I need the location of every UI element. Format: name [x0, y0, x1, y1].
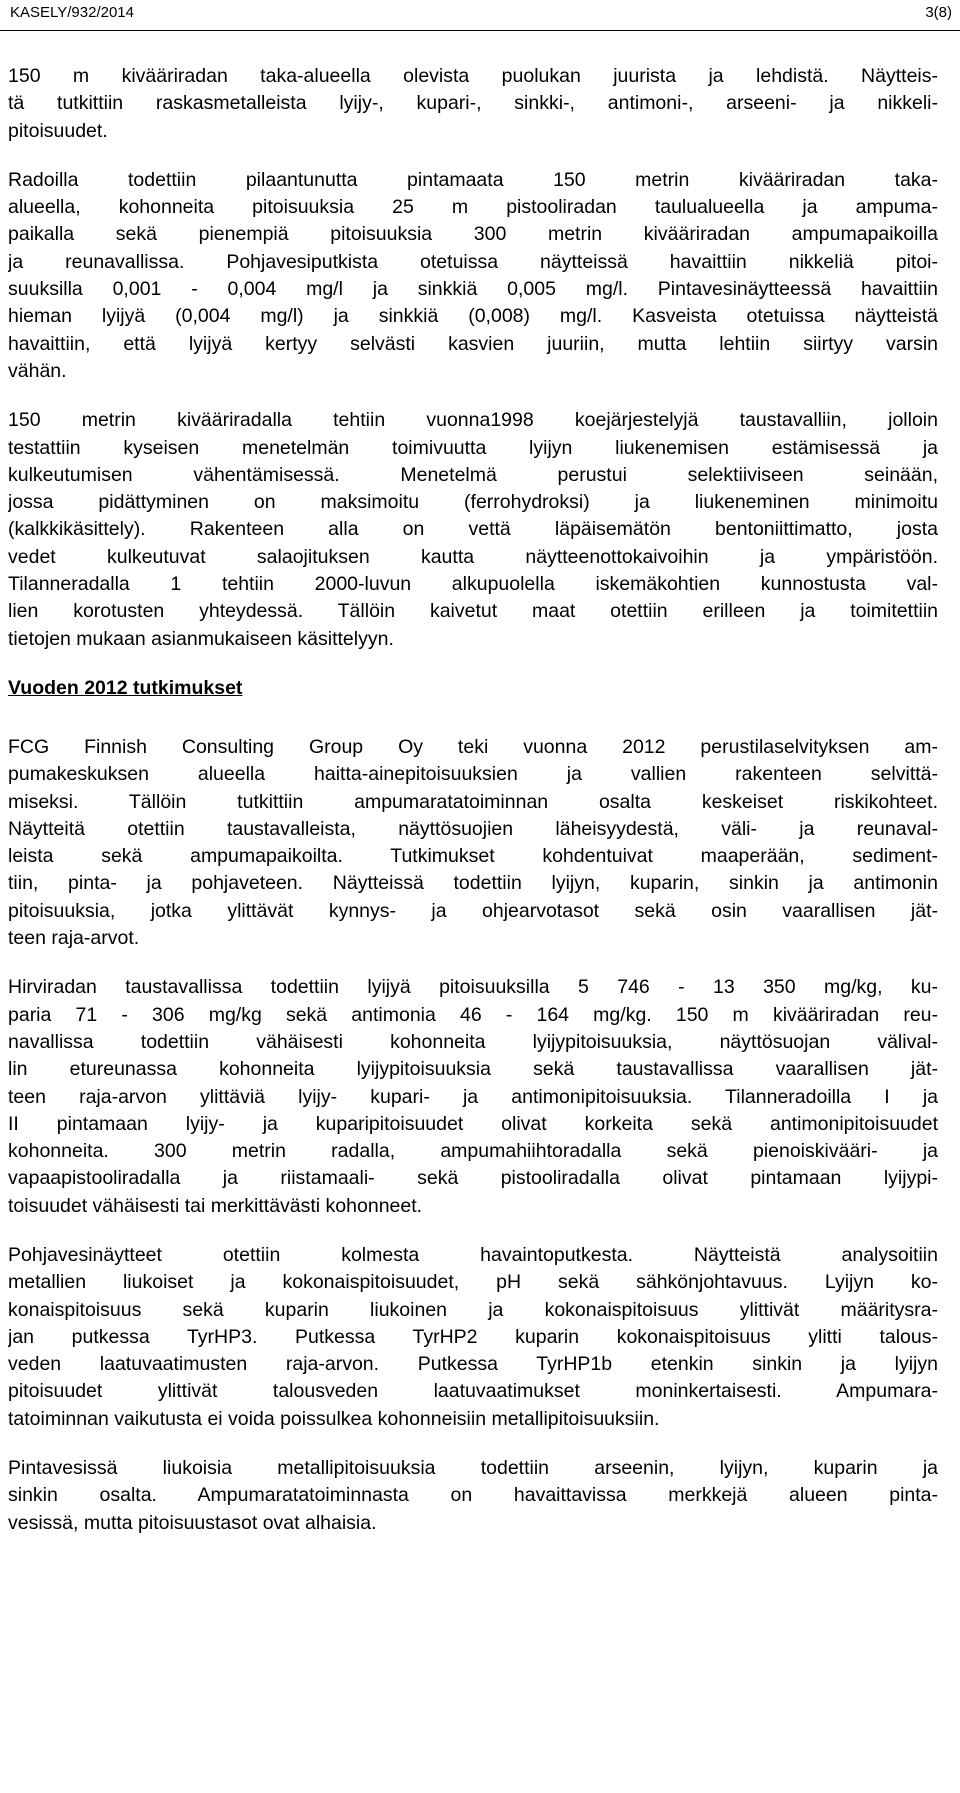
text-line: Näytteitä otettiin taustavalleista, näyttösuojien läheisyydestä, väli- ja reunaval- — [8, 817, 938, 840]
text-line: veden laatuvaatimusten raja-arvon. Putkessa TyrHP1b etenkin sinkin ja lyijyn — [8, 1353, 938, 1376]
text-line: Hirviradan taustavallissa todettiin lyijyä pitoisuuksilla 5 746 - 13 350 mg/kg, ku- — [8, 976, 938, 999]
text-line: lin etureunassa kohonneita lyijypitoisuuksia sekä taustavallissa vaarallisen jät- — [8, 1058, 938, 1081]
text-line: Radoilla todettiin pilaantunutta pintamaata 150 metrin kivääriradan taka- — [8, 168, 938, 191]
text-line: pitoisuudet. — [8, 119, 108, 142]
text-line: miseksi. Tällöin tutkittiin ampumaratatoiminnan osalta keskeiset riskikohteet. — [8, 790, 938, 813]
paragraph — [8, 734, 938, 952]
paragraph — [8, 407, 938, 653]
text-line: kohonneita. 300 metrin radalla, ampumahiihtoradalla sekä pienoiskivääri- ja — [8, 1140, 938, 1163]
text-line: kulkeutumisen vähentämisessä. Menetelmä perustui selektiiviseen seinään, — [8, 463, 938, 486]
text-line: lien korotusten yhteydessä. Tällöin kaivetut maat otettiin erilleen ja toimitettiin — [8, 600, 938, 623]
text-line: tietojen mukaan asianmukaiseen käsittelyyn. — [8, 627, 394, 650]
text-line: FCG Finnish Consulting Group Oy teki vuonna 2012 perustilaselvityksen am- — [8, 735, 938, 758]
paragraph-group-1 — [8, 63, 938, 653]
section-heading: Vuoden 2012 tutkimukset — [8, 676, 243, 699]
text-line: teen raja-arvot. — [8, 927, 140, 950]
text-line: suuksilla 0,001 - 0,004 mg/l ja sinkkiä 0,005 mg/l. Pintavesinäytteessä havaittiin — [8, 278, 938, 301]
text-line: navallissa todettiin vähäisesti kohonneita lyijypitoisuuksia, näyttösuojan välival- — [8, 1030, 938, 1053]
paragraph-group-2 — [8, 734, 938, 1537]
text-line: toisuudet vähäisesti tai merkittävästi kohonneet. — [8, 1194, 423, 1217]
text-line: 150 metrin kivääriradalla tehtiin vuonna1998 koejärjestelyjä taustavalliin, jolloin — [8, 409, 938, 432]
text-line: vesissä, mutta pitoisuustasot ovat alhaisia. — [8, 1511, 377, 1534]
text-line: tatoiminnan vaikutusta ei voida poissulkea kohonneisiin metallipitoisuuksiin. — [8, 1407, 660, 1430]
text-line: havaittiin, että lyijyä kertyy selvästi kasvien juuriin, mutta lehtiin siirtyy varsin — [8, 332, 938, 355]
text-line: paikalla sekä pienempiä pitoisuuksia 300 metrin kivääriradan ampumapaikoilla — [8, 223, 938, 246]
text-line: pumakeskuksen alueella haitta-ainepitoisuuksien ja vallien rakenteen selvittä- — [8, 763, 938, 786]
text-line: testattiin kyseisen menetelmän toimivuutta lyijyn liukenemisen estämisessä ja — [8, 436, 938, 459]
paragraph — [8, 63, 938, 145]
paragraph — [8, 1455, 938, 1537]
text-line: Pintavesissä liukoisia metallipitoisuuksia todettiin arseenin, lyijyn, kuparin ja — [8, 1457, 938, 1480]
text-line: II pintamaan lyijy- ja kuparipitoisuudet olivat korkeita sekä antimonipitoisuudet — [8, 1112, 938, 1135]
text-line: tä tutkittiin raskasmetalleista lyijy-, kupari-, sinkki-, antimoni-, arseeni- ja nikkeli- — [8, 92, 938, 115]
text-line: ja reunavallissa. Pohjavesiputkista otetuissa näytteissä havaittiin nikkeliä pitoi- — [8, 250, 938, 273]
text-line: metallien liukoiset ja kokonaispitoisuudet, pH sekä sähkönjohtavuus. Lyijyn ko- — [8, 1271, 938, 1294]
text-line: tiin, pinta- ja pohjaveteen. Näytteissä todettiin lyijyn, kuparin, sinkin ja antimonin — [8, 872, 938, 895]
text-line: leista sekä ampumapaikoilta. Tutkimukset kohdentuivat maaperään, sediment- — [8, 845, 938, 868]
text-line: 150 m kivääriradan taka-alueella olevista puolukan juurista ja lehdistä. Näytteis- — [8, 65, 938, 87]
text-line: Pohjavesinäytteet otettiin kolmesta havaintoputkesta. Näytteistä analysoitiin — [8, 1243, 938, 1266]
text-line: pitoisuuksia, jotka ylittävät kynnys- ja ohjearvotasot sekä osin vaarallisen jät- — [8, 899, 938, 922]
paragraph — [8, 167, 938, 385]
document-body — [8, 63, 938, 1559]
text-line: vapaapistooliradalla ja riistamaali- sekä pistooliradalla olivat pintamaan lyijypi- — [8, 1167, 938, 1190]
text-line: pitoisuudet ylittivät talousveden laatuvaatimukset moninkertaisesti. Ampumara- — [8, 1380, 938, 1403]
page-header — [0, 0, 960, 31]
text-line: hieman lyijyä (0,004 mg/l) ja sinkkiä (0,008) mg/l. Kasveista otetuissa näytteistä — [8, 305, 938, 328]
text-line: jossa pidättyminen on maksimoitu (ferrohydroksi) ja liukeneminen minimoitu — [8, 491, 938, 514]
paragraph — [8, 1242, 938, 1433]
text-line: vähän. — [8, 359, 67, 382]
text-line: sinkin osalta. Ampumaratatoiminnasta on havaittavissa merkkejä alueen pinta- — [8, 1484, 938, 1507]
document-id: KASELY/932/2014 — [10, 4, 134, 21]
text-line: Tilanneradalla 1 tehtiin 2000-luvun alkupuolella iskemäkohtien kunnostusta val- — [8, 573, 938, 596]
text-line: (kalkkikäsittely). Rakenteen alla on vettä läpäisemätön bentoniittimatto, josta — [8, 518, 938, 541]
text-line: paria 71 - 306 mg/kg sekä antimonia 46 - 164 mg/kg. 150 m kivääriradan reu- — [8, 1003, 938, 1026]
paragraph — [8, 974, 938, 1220]
page-number: 3(8) — [925, 4, 952, 21]
text-line: jan putkessa TyrHP3. Putkessa TyrHP2 kuparin kokonaispitoisuus ylitti talous- — [8, 1325, 938, 1348]
text-line: vedet kulkeutuvat salaojituksen kautta näytteenottokaivoihin ja ympäristöön. — [8, 545, 938, 568]
text-line: konaispitoisuus sekä kuparin liukoinen ja kokonaispitoisuus ylittivät määritysra- — [8, 1298, 938, 1321]
text-line: alueella, kohonneita pitoisuuksia 25 m pistooliradan taulualueella ja ampuma- — [8, 196, 938, 219]
text-line: teen raja-arvon ylittäviä lyijy- kupari- ja antimonipitoisuuksia. Tilanneradoilla I ja — [8, 1085, 938, 1108]
